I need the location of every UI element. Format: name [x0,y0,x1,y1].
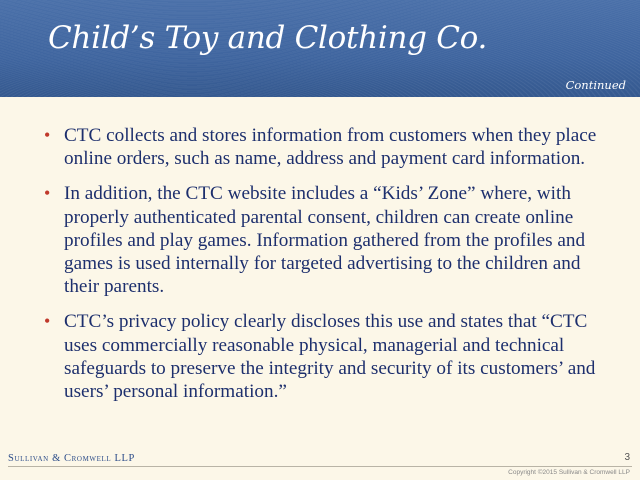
footer-divider [8,466,632,467]
copyright-notice: Copyright ©2015 Sullivan & Cromwell LLP [508,469,630,476]
bullet-item [40,182,600,298]
bullet-text: CTC’s privacy policy clearly discloses this use and states that “CTC uses commercially reasonable physical, managerial and technical safeguards to preserve the integrity and security of its customers’ and users’ personal information.” [64,311,596,403]
bullet-text: In addition, the CTC website includes a “Kids’ Zone” where, with properly authenticated parental consent, children can create online profiles and play games. Information gathered from the profiles and games is used internally for targeted advertising to the children and their parents. [64,183,586,298]
continued-label: Continued [565,78,626,92]
bullet-text: CTC collects and stores information from customers when they place online orders, such as name, address and payment card information. [64,125,597,170]
slide-header [0,0,640,97]
bullet-dot-icon: • [44,125,51,145]
bullet-dot-icon: • [44,311,51,332]
bullet-dot-icon: • [44,183,51,204]
bullet-list [40,124,600,415]
page-number: 3 [624,452,630,463]
firm-name: Sullivan & Cromwell LLP [8,453,135,464]
bullet-item [40,310,600,403]
slide-title: Child’s Toy and Clothing Co. [48,20,488,56]
bullet-item [40,124,600,170]
